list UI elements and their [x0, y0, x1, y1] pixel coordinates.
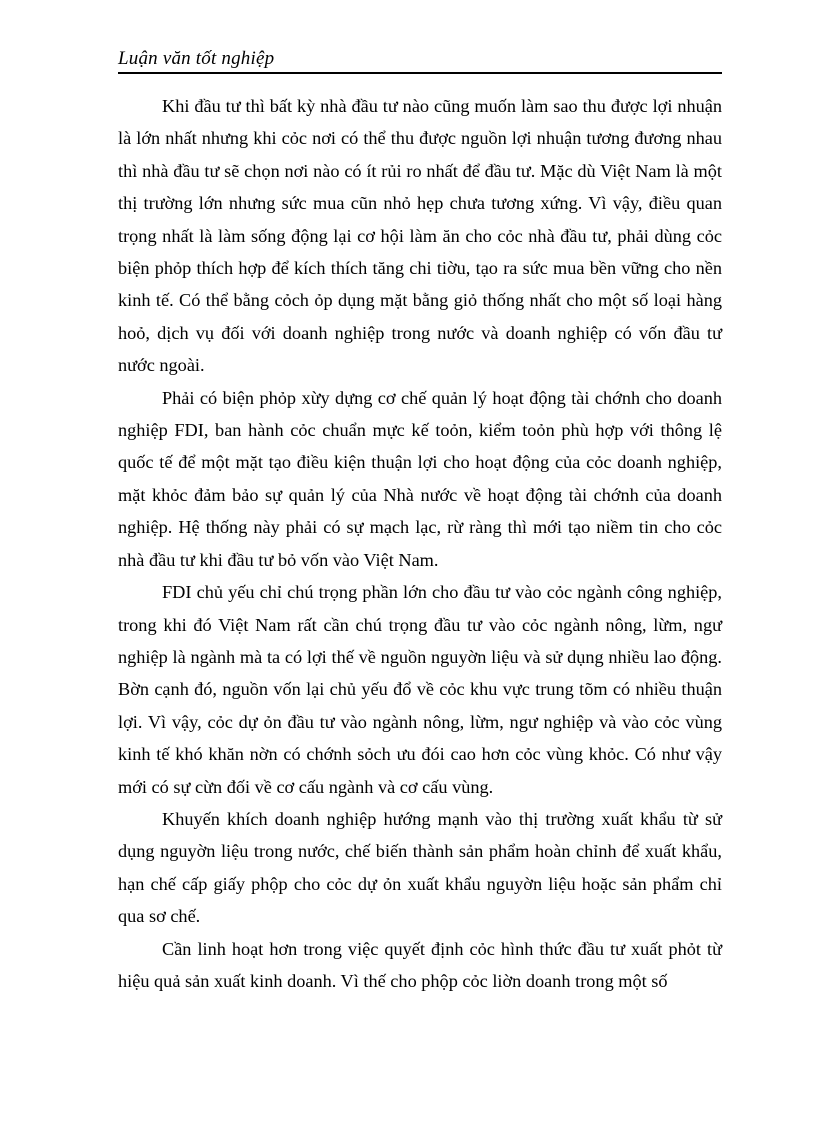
paragraph-5: Cần linh hoạt hơn trong việc quyết định cỏc hình thức đầu tư xuất phỏt từ hiệu quả sản xuất kinh doanh. Vì thế cho phộp cỏc liờn doanh trong một số: [118, 938, 722, 991]
body-text: [118, 90, 722, 997]
header-title: Luận văn tốt nghiệp: [118, 48, 275, 69]
paragraph-2: Phải có biện phỏp xừy dựng cơ chế quản lý hoạt động tài chớnh cho doanh nghiệp FDI, ban hành cỏc chuẩn mực kế toỏn, kiểm toỏn phù hợp với thông lệ quốc tế để một mặt tạo điều kiện thuận lợi cho hoạt động của cỏc doanh nghiệp, mặt khỏc đảm bảo sự quản lý của Nhà nước về hoạt động tài chớnh của doanh nghiệp. Hệ thống này phải có sự mạch lạc, rừ ràng thì mới tạo niềm tin cho cỏc nhà đầu tư khi đầu tư bỏ vốn vào Việt Nam.: [118, 387, 722, 570]
paragraph-1: Khi đầu tư thì bất kỳ nhà đầu tư nào cũng muốn làm sao thu được lợi nhuận là lớn nhất nhưng khi cỏc nơi có thể thu được nguồn lợi nhuận tương đương nhau thì nhà đầu tư sẽ chọn nơi nào có ít rủi ro nhất để đầu tư. Mặc dù Việt Nam là một thị trường lớn nhưng sức mua cũn nhỏ hẹp chưa tương xứng. Vì vậy, điều quan trọng nhất là làm sống động lại cơ hội làm ăn cho cỏc nhà đầu tư, phải dùng cỏc biện phỏp thích hợp để kích thích tăng chi tiờu, tạo ra sức mua bền vững cho nền kinh tế. Có thể bằng cỏch ỏp dụng mặt bằng giỏ thống nhất cho một số loại hàng hoỏ, dịch vụ đối với doanh nghiệp trong nước và doanh nghiệp có vốn đầu tư nước ngoài.: [118, 96, 722, 376]
paragraph-3: FDI chủ yếu chỉ chú trọng phần lớn cho đầu tư vào cỏc ngành công nghiệp, trong khi đó Việt Nam rất cần chú trọng đầu tư vào cỏc ngành nông, lừm, ngư nghiệp là ngành mà ta có lợi thế về nguồn nguyờn liệu và sử dụng nhiều lao động. Bờn cạnh đó, nguồn vốn lại chủ yếu đổ về cỏc khu vực trung tõm có nhiều thuận lợi. Vì vậy, cỏc dự ỏn đầu tư vào ngành nông, lừm, ngư nghiệp và vào cỏc vùng kinh tế khó khăn nờn có chớnh sỏch ưu đói cao hơn cỏc vùng khỏc. Có như vậy mới có sự cừn đối về cơ cấu ngành và cơ cấu vùng.: [118, 582, 722, 797]
page-header: [118, 48, 722, 74]
paragraph-4: Khuyến khích doanh nghiệp hướng mạnh vào thị trường xuất khẩu từ sử dụng nguyờn liệu trong nước, chế biến thành sản phẩm hoàn chỉnh để xuất khẩu, hạn chế cấp giấy phộp cho cỏc dự ỏn xuất khẩu nguyờn liệu hoặc sản phẩm chỉ qua sơ chế.: [118, 808, 722, 927]
